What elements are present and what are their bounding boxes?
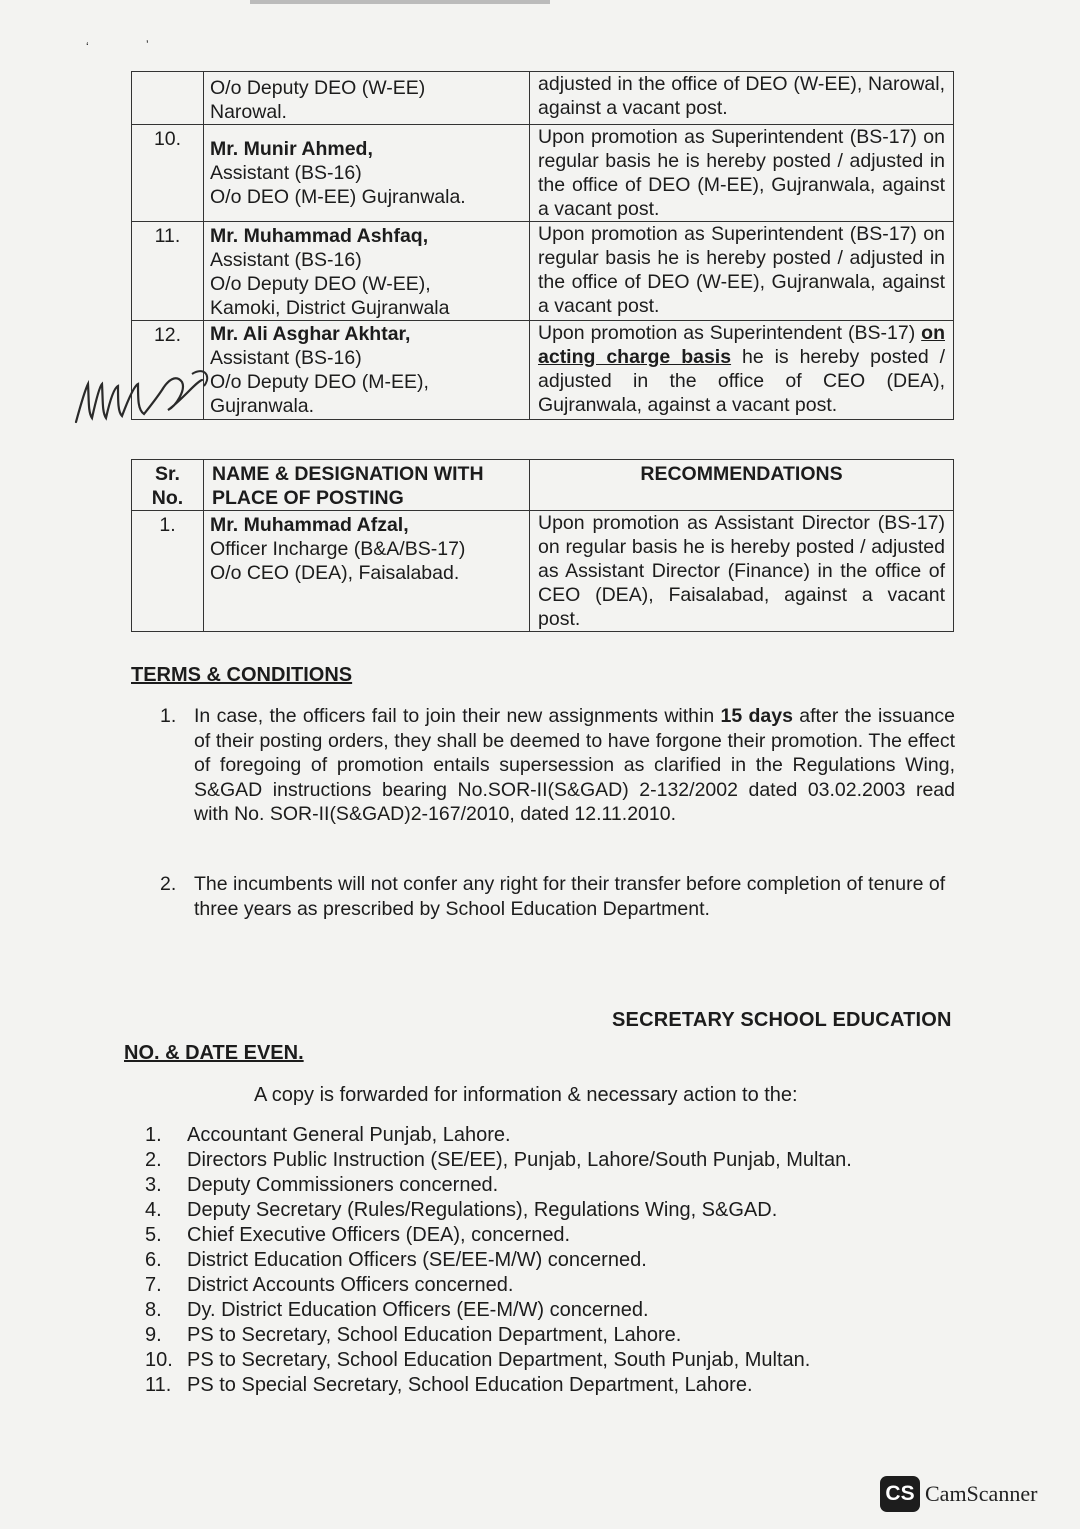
list-text: District Accounts Officers concerned.: [187, 1274, 514, 1296]
name-cell: [204, 222, 530, 321]
forward-line: A copy is forwarded for information & necessary action to the:: [254, 1084, 798, 1106]
office-line: Gujranwala.: [210, 395, 315, 417]
name-cell: [204, 125, 530, 222]
list-item: [145, 1148, 852, 1173]
name-cell: [204, 72, 530, 125]
officer-designation: Assistant (BS-16): [210, 162, 362, 184]
terms-heading: TERMS & CONDITIONS: [131, 664, 353, 686]
scan-mark: ʼ: [146, 38, 149, 52]
list-item: [145, 1223, 852, 1248]
terms-item: [160, 704, 955, 827]
list-number: 4.: [145, 1199, 162, 1221]
table-row: [132, 72, 954, 125]
office-line: O/o CEO (DEA), Faisalabad.: [210, 562, 460, 584]
list-number: 5.: [145, 1224, 162, 1246]
list-number: 6.: [145, 1249, 162, 1271]
officer-name: Mr. Muhammad Afzal,: [210, 514, 409, 536]
list-text: Deputy Commissioners concerned.: [187, 1174, 499, 1196]
terms-text: In case, the officers fail to join their new assignments within: [194, 705, 715, 727]
list-text: Chief Executive Officers (DEA), concerned.: [187, 1224, 571, 1246]
recommendation-cell: Upon promotion as Assistant Director (BS-17) on regular basis he is hereby posted / adjusted as Assistant Director (Finance) in the office of CEO (DEA), Faisalabad, against a vacant post.: [530, 511, 954, 632]
list-item: [145, 1323, 852, 1348]
promotion-table: [131, 459, 954, 632]
office-line: Narowal.: [210, 101, 287, 123]
list-item: [145, 1123, 852, 1148]
list-text: District Education Officers (SE/EE-M/W) concerned.: [187, 1249, 647, 1271]
signatory-title: SECRETARY SCHOOL EDUCATION: [612, 1009, 952, 1031]
list-number: 1.: [145, 1124, 162, 1146]
office-line: Kamoki, District Gujranwala: [210, 297, 450, 319]
list-number: 3.: [145, 1174, 162, 1196]
list-number: 10.: [145, 1349, 173, 1371]
officer-designation: Officer Incharge (B&A/BS-17): [210, 538, 466, 560]
table-row: [132, 321, 954, 420]
list-item: [145, 1198, 852, 1223]
office-line: O/o Deputy DEO (M-EE),: [210, 371, 429, 393]
recommendation-text: he is hereby posted / adjusted in the office of CEO (DEA), Gujranwala, against a vacant post.: [538, 346, 945, 416]
recommendation-cell: Upon promotion as Superintendent (BS-17) on regular basis he is hereby posted / adjusted in the office of DEO (W-EE), Gujranwala, against a vacant post.: [530, 222, 954, 321]
reference-heading: NO. & DATE EVEN.: [124, 1042, 304, 1064]
list-item: [145, 1273, 852, 1298]
camscanner-logo-icon: CS: [880, 1476, 920, 1512]
recommendation-cell: Upon promotion as Superintendent (BS-17) on regular basis he is hereby posted / adjusted in the office of DEO (M-EE), Gujranwala, against a vacant post.: [530, 125, 954, 222]
recommendation-text: Upon promotion as Superintendent (BS-17): [538, 322, 916, 344]
officer-name: Mr. Muhammad Ashfaq,: [210, 225, 429, 247]
handwritten-signature: [72, 360, 222, 430]
name-cell: [204, 321, 530, 420]
officer-name: Mr. Ali Asghar Akhtar,: [210, 323, 411, 345]
name-cell: [204, 511, 530, 632]
sr-cell: [132, 72, 204, 125]
terms-item-number: 2.: [160, 873, 177, 895]
list-number: 8.: [145, 1299, 162, 1321]
list-number: 7.: [145, 1274, 162, 1296]
list-item: [145, 1348, 852, 1373]
posting-table-continued: [131, 71, 954, 420]
list-text: Deputy Secretary (Rules/Regulations), Regulations Wing, S&GAD.: [187, 1199, 778, 1221]
officer-name: Mr. Munir Ahmed,: [210, 138, 373, 160]
recommendation-cell: [530, 321, 954, 420]
scan-mark: ʻ: [86, 40, 89, 54]
office-line: O/o DEO (M-EE) Gujranwala.: [210, 186, 466, 208]
name-header: NAME & DESIGNATION WITH PLACE OF POSTING: [204, 460, 530, 511]
terms-bold-text: 15 days: [720, 705, 793, 727]
recommendations-header: RECOMMENDATIONS: [530, 460, 954, 511]
terms-item-text: [194, 704, 955, 827]
list-item: [145, 1248, 852, 1273]
list-number: 11.: [145, 1374, 172, 1396]
camscanner-watermark: [880, 1476, 1037, 1512]
sr-cell: 10.: [132, 125, 204, 222]
terms-item: [160, 872, 955, 921]
copy-list: [145, 1123, 852, 1398]
list-text: PS to Special Secretary, School Education Department, Lahore.: [187, 1374, 753, 1396]
table-row: [132, 222, 954, 321]
list-text: PS to Secretary, School Education Department, South Punjab, Multan.: [187, 1349, 811, 1371]
officer-designation: Assistant (BS-16): [210, 249, 362, 271]
scan-edge: [250, 0, 550, 4]
office-line: O/o Deputy DEO (W-EE): [210, 77, 426, 99]
list-text: Dy. District Education Officers (EE-M/W) concerned.: [187, 1299, 649, 1321]
sr-cell: 1.: [132, 511, 204, 632]
terms-item-number: 1.: [160, 705, 177, 727]
sr-cell: 12.: [132, 321, 204, 420]
list-item: [145, 1298, 852, 1323]
terms-text: after the issuance of their posting orders, they shall be deemed to have forgone their promotion. The effect of foregoing of promotion entails supersession as clarified in the Regulations Wing, S&GAD instructions bearing No.SOR-II(S&GAD) 2-132/2002 dated 03.02.2003 read with No. SOR-II(S&GAD)2-167/2010, dated 12.11.2010.: [194, 705, 956, 825]
recommendation-cell: adjusted in the office of DEO (W-EE), Narowal, against a vacant post.: [530, 72, 954, 125]
list-number: 2.: [145, 1149, 162, 1171]
sr-header: Sr. No.: [132, 460, 204, 511]
camscanner-brand: CamScanner: [925, 1481, 1038, 1506]
table-row: [132, 125, 954, 222]
acting-charge-text: on acting charge basis: [538, 322, 945, 368]
list-text: PS to Secretary, School Education Department, Lahore.: [187, 1324, 682, 1346]
office-line: O/o Deputy DEO (W-EE),: [210, 273, 431, 295]
list-text: Accountant General Punjab, Lahore.: [187, 1124, 511, 1146]
officer-designation: Assistant (BS-16): [210, 347, 362, 369]
list-item: [145, 1373, 852, 1398]
sr-cell: 11.: [132, 222, 204, 321]
list-item: [145, 1173, 852, 1198]
table-row: [132, 511, 954, 632]
list-number: 9.: [145, 1324, 162, 1346]
table-header-row: [132, 460, 954, 511]
list-text: Directors Public Instruction (SE/EE), Punjab, Lahore/South Punjab, Multan.: [187, 1149, 852, 1171]
terms-item-text: The incumbents will not confer any right for their transfer before completion of tenure of three years as prescribed by School Education Department.: [194, 873, 946, 920]
